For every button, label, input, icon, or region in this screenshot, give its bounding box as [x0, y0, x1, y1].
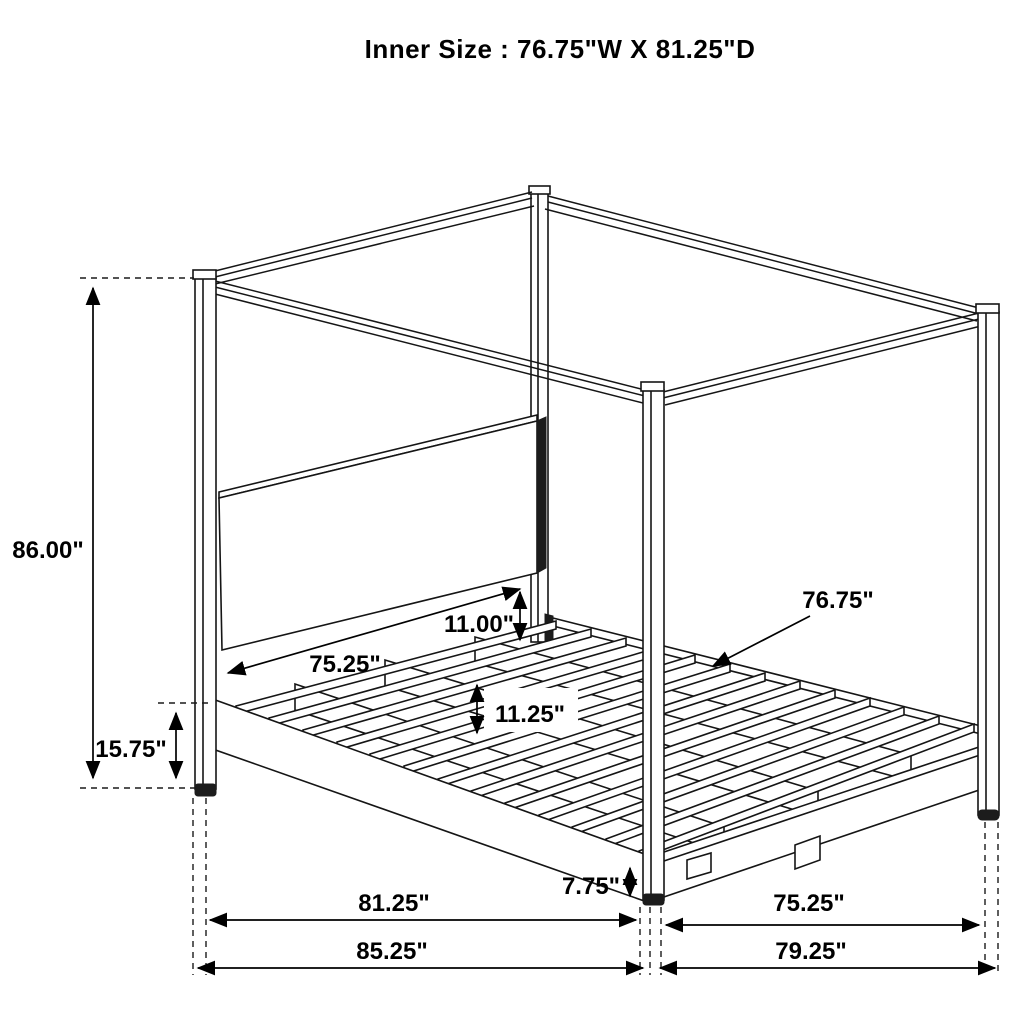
page-title: Inner Size : 76.75"W X 81.25"D [364, 34, 756, 64]
dimension-leg-height [562, 868, 630, 900]
dimension-annotations [12, 278, 998, 975]
dim-label-headboard-clearance: 11.00" [443, 611, 515, 638]
bed-drawing [193, 186, 999, 905]
dimension-post-height [12, 288, 93, 778]
dim-label-platform-thickness: 11.25" [494, 701, 566, 728]
canopy-frame [215, 192, 981, 405]
dimension-outer-width [660, 938, 995, 968]
dimension-platform-thickness [477, 685, 578, 733]
post-foot-far [976, 304, 999, 820]
dim-label-base-height: 15.75" [95, 736, 167, 763]
dim-label-leg-height: 7.75" [561, 873, 621, 900]
post-foot-near [641, 382, 664, 905]
dimension-slat-length [713, 587, 874, 666]
dim-label-slat-length: 76.75" [802, 587, 874, 614]
dimension-outer-depth [198, 938, 643, 968]
dim-label-outer-depth: 85.25" [356, 938, 428, 965]
dim-label-post-height: 86.00" [12, 537, 84, 564]
dim-label-outer-width: 79.25" [775, 938, 847, 965]
dimension-inner-width [666, 890, 979, 925]
dim-label-headboard-width: 75.25" [309, 651, 381, 678]
post-head-near [193, 270, 216, 796]
dimension-base-height [95, 713, 176, 778]
dim-label-inner-depth: 81.25" [358, 890, 430, 917]
dim-label-inner-width: 75.25" [773, 890, 845, 917]
